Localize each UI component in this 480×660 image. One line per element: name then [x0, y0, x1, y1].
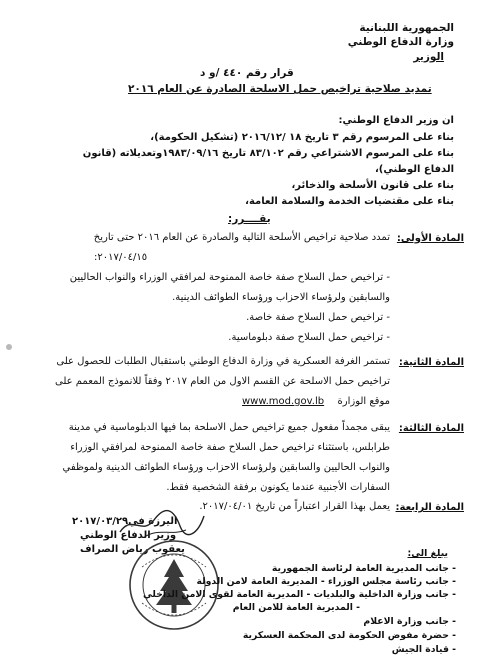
distribution-item: - جانب وزارة الداخلية والبلديات - المديرية العامة لقوى الامن الداخلي	[142, 589, 456, 600]
article-1-item: - تراخيص حمل السلاح صفة خاصة الممنوحة لمرافقي الوزراء والنواب الحاليين	[69, 272, 390, 283]
distribution-heading: يبلغ الى:	[407, 548, 448, 559]
margin-dot	[6, 344, 12, 350]
preamble-line: بناء على المرسوم رقم ٣ تاريخ ١٨ /٢٠١٦/١٢ (تشكيل الحكومة)،	[150, 132, 454, 143]
signature-place-date: اليرزة في٢٠١٧/٠٣/٢٩	[72, 516, 178, 527]
article-4-text: يعمل بهذا القرار اعتباراً من تاريخ ٢٠١٧/٠٤/٠١.	[199, 501, 390, 512]
distribution-item: - قيادة الجيش	[391, 644, 456, 655]
article-3-text: والنواب الحاليين والسابقين ولرؤساء الاحزاب ورؤساء الطوائف الدينية ولموظفي	[62, 462, 390, 473]
preamble-line: ان وزير الدفاع الوطني:	[338, 115, 454, 126]
article-1-text: تمدد صلاحية تراخيص الأسلحة التالية والصادرة عن العام ٢٠١٦ حتى تاريخ	[93, 232, 390, 243]
article-2-text: تستمر الغرفة العسكرية في وزارة الدفاع الوطني باستقبال الطلبات للحصول على	[56, 356, 390, 367]
decision-number: قرار رقم ٤٤٠ /و د	[200, 67, 294, 79]
letterhead-republic: الجمهورية اللبنانية	[359, 22, 454, 34]
article-2-text: تراخيص حمل الاسلحة عن القسم الاول من العام ٢٠١٧ وفقاً للانموذج المعمم على	[54, 376, 390, 387]
article-2-label: المادة الثانية:	[398, 357, 464, 368]
preamble-line: الدفاع الوطني)،	[374, 164, 454, 175]
letterhead-ministry: وزارة الدفاع الوطني	[347, 36, 454, 48]
preamble-line: بناء على قانون الأسلحة والذخائر،	[291, 180, 454, 191]
decision-subject: تمديد صلاحية تراخيص حمل الاسلحة الصادرة عن العام ٢٠١٦	[128, 83, 432, 95]
article-4-label: المادة الرابعة:	[395, 502, 464, 513]
article-3-text: السفارات الأجنبية عندما يكونون برفقة الشخصية فقط.	[166, 482, 390, 493]
distribution-item: - جانب المديرية العامة لرئاسة الجمهورية	[271, 563, 456, 574]
article-1-item: والسابقين ولرؤساء الاحزاب ورؤساء الطوائف الدينية.	[172, 292, 390, 303]
article-3-text: يبقى مجمداً مفعول جميع تراخيص حمل الاسلحة بما فيها الدبلوماسية في مدينة	[68, 422, 390, 433]
article-2-text: موقع الوزارة	[337, 396, 390, 407]
preamble-line: بناء على مقتضيات الخدمة والسلامة العامة،	[245, 196, 454, 207]
decides-heading: يقــــرر:	[228, 213, 271, 225]
article-3-label: المادة الثالثة:	[398, 423, 464, 434]
distribution-item: - المديرية العامة للامن العام	[232, 602, 360, 613]
article-1-date: ٢٠١٧/٠٤/١٥:	[94, 252, 148, 263]
preamble-line: بناء على المرسوم الاشتراعي رقم ٨٣/١٠٢ تاريخ ١٩٨٣/٠٩/١٦وتعديلاته (قانون	[82, 148, 454, 159]
handwritten-signature-icon	[116, 506, 208, 540]
article-1-label: المادة الأولى:	[396, 233, 464, 244]
letterhead-minister: الوزير	[413, 51, 444, 63]
distribution-item: - جانب رئاسة مجلس الوزراء - المديرية العامة لامن الدولة	[196, 576, 456, 587]
article-1-item: - تراخيص حمل السلاح صفة خاصة.	[246, 312, 390, 323]
article-3-text: طرابلس، باستثناء تراخيص حمل السلاح صفة خاصة الممنوحة لمرافقي الوزراء	[70, 442, 390, 453]
distribution-item: - حضرة مفوض الحكومة لدى المحكمة العسكرية	[242, 630, 456, 641]
signature-title: وزير الدفاع الوطني	[80, 530, 177, 541]
distribution-item: - جانب وزارة الاعلام	[363, 616, 456, 627]
signature-name: يعقوب رياض الصراف	[80, 544, 185, 555]
article-1-item: - تراخيص حمل السلاح صفة دبلوماسية.	[228, 332, 390, 343]
ministry-website-link[interactable]: www.mod.gov.lb	[242, 396, 325, 407]
